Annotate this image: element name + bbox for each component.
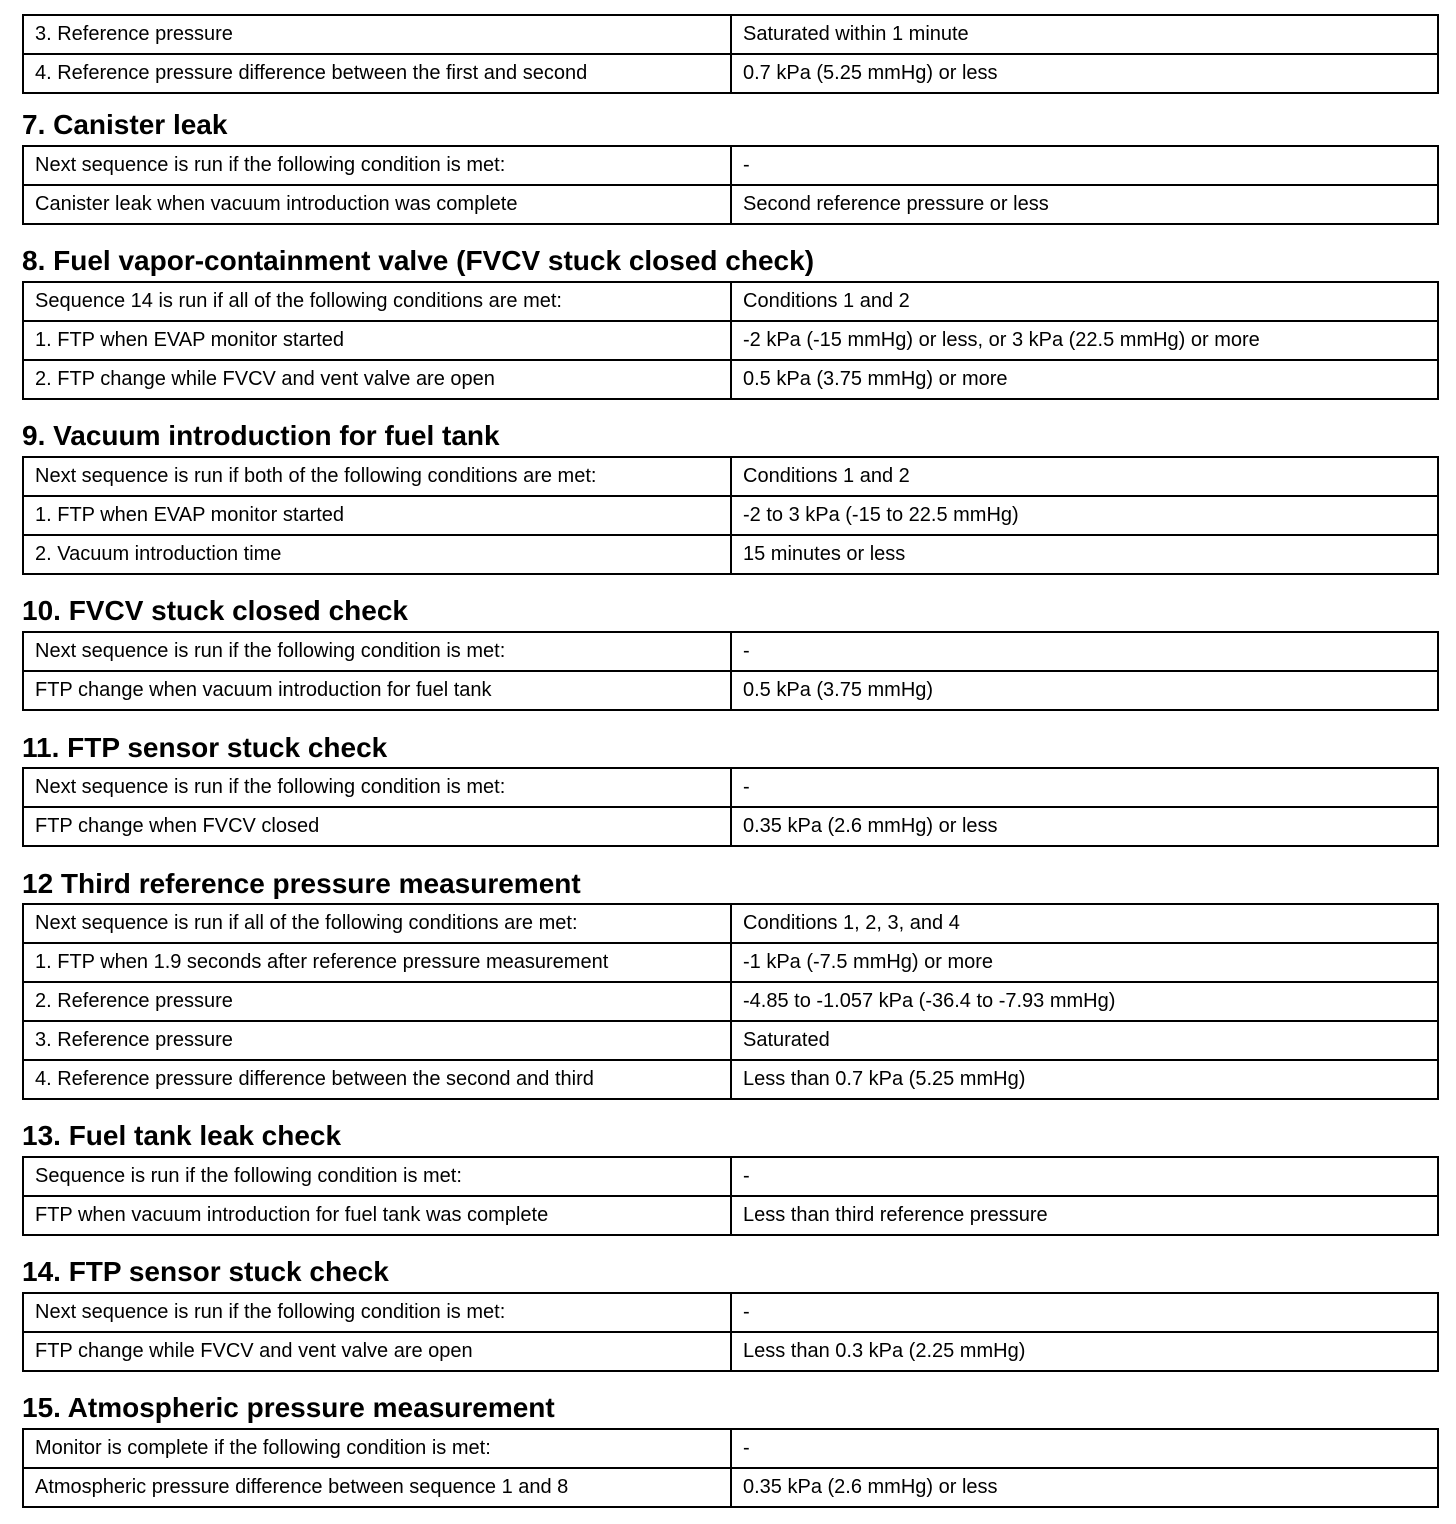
section-heading-12-third-reference-pressure-measurement: 12 Third reference pressure measurement [22,868,581,899]
condition-cell: 1. FTP when 1.9 seconds after reference pressure measurement [24,944,732,981]
condition-table [22,14,1439,94]
table-row [24,53,1437,92]
condition-cell: Next sequence is run if the following condition is met: [24,147,732,184]
condition-cell: 2. Reference pressure [24,983,732,1020]
table-row [24,147,1437,184]
condition-cell: Canister leak when vacuum introduction was complete [24,186,732,223]
table-row [24,1294,1437,1331]
condition-cell: 1. FTP when EVAP monitor started [24,497,732,534]
table-row [24,320,1437,359]
condition-cell: Next sequence is run if all of the following conditions are met: [24,905,732,942]
value-cell: - [743,640,750,662]
condition-cell: 4. Reference pressure difference between the first and second [24,55,732,92]
value-cell: 0.5 kPa (3.75 mmHg) [743,679,934,701]
condition-table [22,903,1439,1100]
section-heading-8-fuel-vapor-containment-valve-fvcv-stuck-closed-check: 8. Fuel vapor-containment valve (FVCV stuck closed check) [22,245,815,276]
value-cell: Less than 0.3 kPa (2.25 mmHg) [743,1340,1026,1362]
table-row [24,184,1437,223]
value-cell: Conditions 1, 2, 3, and 4 [743,912,960,934]
condition-table [22,1156,1439,1236]
value-cell: 0.5 kPa (3.75 mmHg) or more [743,368,1008,390]
value-cell: 0.35 kPa (2.6 mmHg) or less [743,815,998,837]
condition-cell: 1. FTP when EVAP monitor started [24,322,732,359]
condition-table [22,631,1439,711]
value-cell: -2 to 3 kPa (-15 to 22.5 mmHg) [743,504,1019,526]
table-row [24,1467,1437,1506]
table-row [24,633,1437,670]
table-row [24,1158,1437,1195]
condition-cell: 3. Reference pressure [24,1022,732,1059]
condition-cell: Next sequence is run if the following condition is met: [24,633,732,670]
value-cell: 0.35 kPa (2.6 mmHg) or less [743,1476,998,1498]
value-cell: Saturated [743,1029,830,1051]
condition-table [22,1292,1439,1372]
value-cell: - [743,154,750,176]
table-row [24,1195,1437,1234]
condition-cell: Next sequence is run if the following condition is met: [24,769,732,806]
condition-cell: FTP change when vacuum introduction for fuel tank [24,672,732,709]
value-cell: Second reference pressure or less [743,193,1049,215]
table-row [24,1331,1437,1370]
condition-cell: FTP change while FVCV and vent valve are open [24,1333,732,1370]
table-row [24,806,1437,845]
table-row [24,458,1437,495]
table-row [24,283,1437,320]
condition-cell: Monitor is complete if the following condition is met: [24,1430,732,1467]
table-row [24,1059,1437,1098]
value-cell: 0.7 kPa (5.25 mmHg) or less [743,62,998,84]
table-row [24,942,1437,981]
condition-cell: Atmospheric pressure difference between sequence 1 and 8 [24,1469,732,1506]
condition-cell: 3. Reference pressure [24,16,732,53]
section-heading-9-vacuum-introduction-for-fuel-tank: 9. Vacuum introduction for fuel tank [22,420,500,451]
table-row [24,1020,1437,1059]
table-row [24,495,1437,534]
condition-table [22,145,1439,225]
section-heading-10-fvcv-stuck-closed-check: 10. FVCV stuck closed check [22,595,408,626]
condition-cell: FTP when vacuum introduction for fuel tank was complete [24,1197,732,1234]
condition-table [22,281,1439,400]
value-cell: Less than third reference pressure [743,1204,1048,1226]
table-row [24,359,1437,398]
section-heading-7-canister-leak: 7. Canister leak [22,109,228,140]
condition-cell: Next sequence is run if both of the following conditions are met: [24,458,732,495]
condition-cell: 2. Vacuum introduction time [24,536,732,573]
value-cell: -4.85 to -1.057 kPa (-36.4 to -7.93 mmHg) [743,990,1116,1012]
table-row [24,1430,1437,1467]
table-row [24,981,1437,1020]
condition-cell: 2. FTP change while FVCV and vent valve are open [24,361,732,398]
section-heading-14-ftp-sensor-stuck-check: 14. FTP sensor stuck check [22,1256,389,1287]
table-row [24,16,1437,53]
condition-cell: Next sequence is run if the following condition is met: [24,1294,732,1331]
condition-table [22,456,1439,575]
value-cell: Saturated within 1 minute [743,23,969,45]
section-heading-15-atmospheric-pressure-measurement: 15. Atmospheric pressure measurement [22,1392,555,1423]
table-row [24,769,1437,806]
condition-cell: 4. Reference pressure difference between the second and third [24,1061,732,1098]
condition-table [22,1428,1439,1508]
value-cell: - [743,1301,750,1323]
value-cell: -1 kPa (-7.5 mmHg) or more [743,951,994,973]
value-cell: 15 minutes or less [743,543,906,565]
condition-table [22,767,1439,847]
value-cell: - [743,1437,750,1459]
condition-cell: Sequence is run if the following condition is met: [24,1158,732,1195]
value-cell: - [743,776,750,798]
condition-cell: FTP change when FVCV closed [24,808,732,845]
value-cell: Conditions 1 and 2 [743,465,910,487]
section-heading-11-ftp-sensor-stuck-check: 11. FTP sensor stuck check [22,732,388,763]
section-heading-13-fuel-tank-leak-check: 13. Fuel tank leak check [22,1120,342,1151]
table-row [24,534,1437,573]
table-row [24,905,1437,942]
value-cell: Less than 0.7 kPa (5.25 mmHg) [743,1068,1026,1090]
value-cell: Conditions 1 and 2 [743,290,910,312]
condition-cell: Sequence 14 is run if all of the following conditions are met: [24,283,732,320]
table-row [24,670,1437,709]
value-cell: -2 kPa (-15 mmHg) or less, or 3 kPa (22.5 mmHg) or more [743,329,1260,351]
value-cell: - [743,1165,750,1187]
